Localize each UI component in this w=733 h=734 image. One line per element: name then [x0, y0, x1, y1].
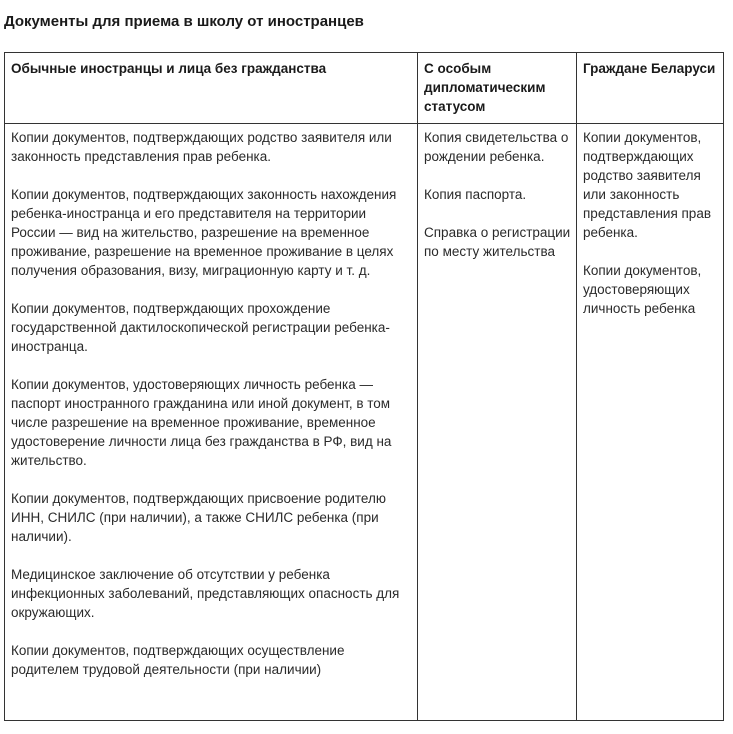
list-item: Копии документов, подтверждающих родство заявителя или законность представления прав ребенка. [583, 130, 711, 240]
page-title: Документы для приема в школу от иностранцев [4, 13, 364, 30]
documents-table [4, 52, 724, 721]
list-item: Копии документов, подтверждающих родство заявителя или законность представления прав ребенка. [11, 130, 392, 164]
table-row [5, 124, 724, 721]
list-item: Медицинское заключение об отсутствии у ребенка инфекционных заболеваний, представляющих опасность для окружающих. [11, 567, 400, 620]
list-item: Копия свидетельства о рождении ребенка. [424, 130, 569, 164]
list-item: Копии документов, подтверждающих присвоение родителю ИНН, СНИЛС (при наличии), а также СНИЛС ребенка (при наличии). [11, 491, 386, 544]
header-regular-foreigners: Обычные иностранцы и лица без гражданства [5, 53, 418, 124]
list-item: Копии документов, подтверждающих осуществление родителем трудовой деятельности (при наличии) [11, 643, 345, 677]
list-item: Копии документов, удостоверяющих личность ребенка — паспорт иностранного гражданина или иной документ, в том числе разрешение на временное проживание, временное удостоверение личности лица без гражданства в РФ, вид на жительство. [11, 377, 392, 468]
table-header-row [5, 53, 724, 124]
list-item: Копия паспорта. [424, 187, 527, 202]
list-item: Справка о регистрации по месту жительства [424, 225, 571, 259]
list-item: Копии документов, подтверждающих прохождение государственной дактилоскопической регистрации ребенка-иностранца. [11, 301, 390, 354]
list-item: Копии документов, подтверждающих законность нахождения ребенка-иностранца и его представителя на территории России — вид на жительство, разрешение на временное проживание, разрешение на временное проживание в целях получения образования, визу, миграционную карту и т. д. [11, 187, 397, 278]
list-item: Копии документов, удостоверяющих личность ребенка [583, 263, 702, 316]
cell-regular-foreigners [5, 124, 418, 721]
header-diplomatic-status: С особым дипломатическим статусом [418, 53, 577, 124]
cell-diplomatic-status [418, 124, 577, 721]
header-belarus-citizens: Граждане Беларуси [577, 53, 724, 124]
cell-belarus-citizens [577, 124, 724, 721]
